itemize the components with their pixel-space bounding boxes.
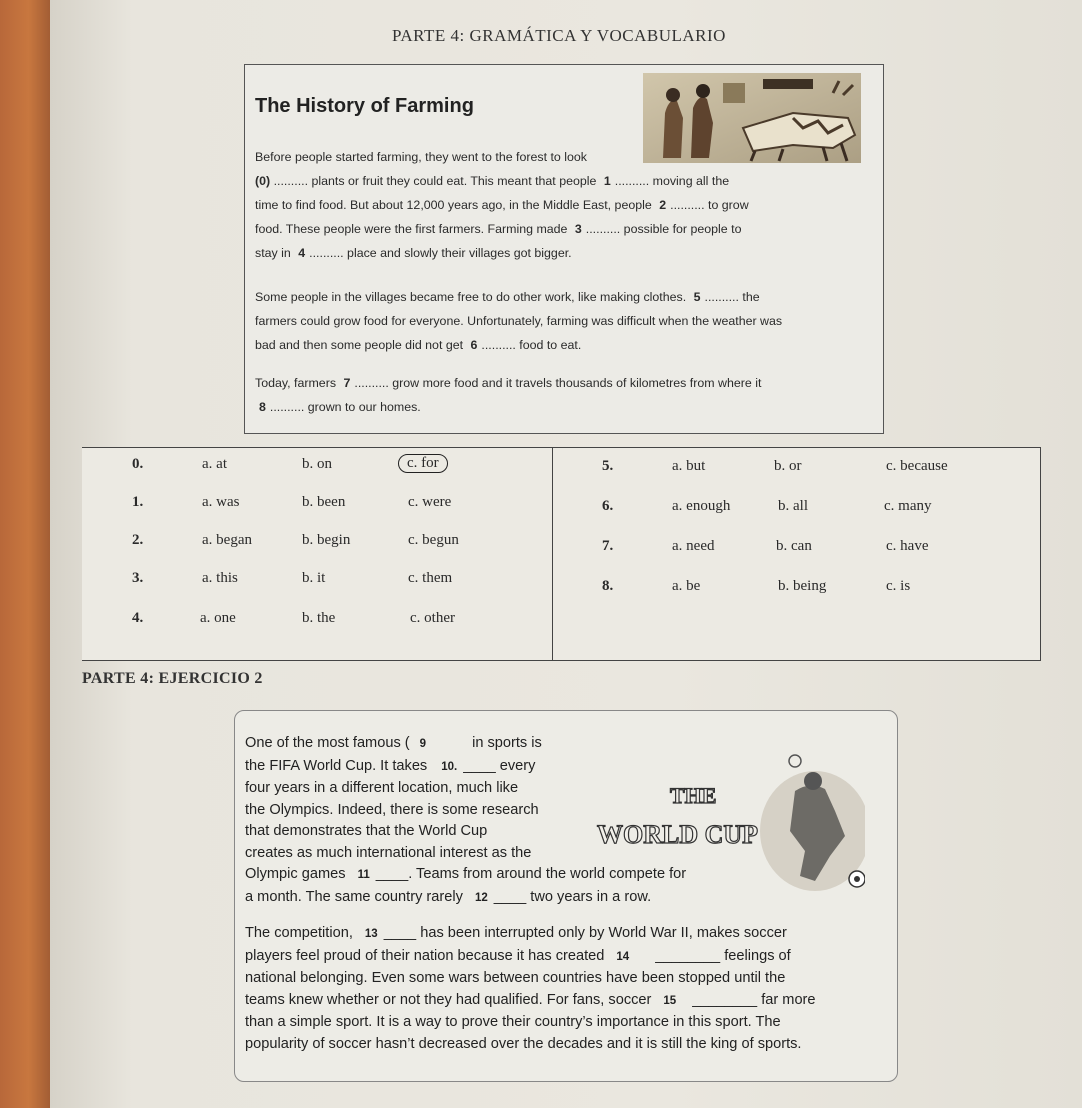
question-number: 6. bbox=[602, 498, 614, 514]
option-row-0 bbox=[82, 456, 552, 480]
section-heading-grammar: PARTE 4: GRAMÁTICA Y VOCABULARIO bbox=[392, 26, 726, 45]
text-line: national belonging. Even some wars between countries have been stopped until the bbox=[245, 970, 786, 986]
paragraph-3 bbox=[255, 371, 761, 419]
text-line: Some people in the villages became free to do other work, like making clothes. 5 .......... the bbox=[255, 290, 760, 304]
text-line: that demonstrates that the World Cup bbox=[245, 823, 488, 839]
text-line: (0) .......... plants or fruit they could eat. This meant that people 1 .......... moving all the bbox=[255, 174, 730, 188]
text-line: players feel proud of their nation because it has created 14 ________ feelings of bbox=[245, 947, 791, 964]
text-line: stay in 4 .......... place and slowly their villages got bigger. bbox=[255, 246, 572, 260]
option-row-1 bbox=[82, 494, 552, 518]
option-c[interactable]: c. other bbox=[410, 610, 455, 626]
question-number: 0. bbox=[132, 456, 144, 472]
text-line: the Olympics. Indeed, there is some research bbox=[245, 801, 539, 818]
text-line: Today, farmers 7 .......... grow more food and it travels thousands of kilometres from where it bbox=[255, 376, 762, 390]
option-row-5 bbox=[552, 458, 1040, 482]
answer-options-table bbox=[82, 447, 1041, 661]
option-a[interactable]: a. need bbox=[672, 538, 715, 554]
option-row-6 bbox=[552, 498, 1040, 522]
paragraph-world-cup-2 bbox=[245, 923, 816, 1055]
option-b[interactable]: b. it bbox=[302, 570, 326, 586]
question-number: 7. bbox=[602, 538, 614, 554]
option-c[interactable]: c. is bbox=[886, 578, 911, 594]
text-line: Olympic games 11 ____. Teams from around the world compete for bbox=[245, 866, 687, 882]
option-b[interactable]: b. on bbox=[302, 456, 332, 472]
text-line: a month. The same country rarely 12 ____ two years in a row. bbox=[245, 888, 652, 905]
option-c[interactable]: c. them bbox=[408, 570, 453, 586]
option-c-circled[interactable]: c. for bbox=[398, 454, 448, 473]
question-number: 3. bbox=[132, 570, 144, 586]
option-row-2 bbox=[82, 532, 552, 556]
option-c[interactable]: c. because bbox=[886, 458, 948, 474]
option-b[interactable]: b. the bbox=[302, 610, 336, 626]
option-a[interactable]: a. one bbox=[200, 610, 236, 626]
text-line: food. These people were the first farmers. Farming made 3 .......... possible for people to bbox=[255, 222, 742, 236]
option-b[interactable]: b. or bbox=[774, 458, 802, 474]
option-b[interactable]: b. all bbox=[778, 498, 808, 514]
option-row-7 bbox=[552, 538, 1040, 562]
reading-box-world-cup bbox=[234, 710, 898, 1082]
paragraph-world-cup-1 bbox=[245, 733, 686, 909]
option-row-3 bbox=[82, 570, 552, 594]
option-b[interactable]: b. been bbox=[302, 494, 346, 510]
option-a[interactable]: a. this bbox=[202, 570, 238, 586]
text-line: popularity of soccer hasn’t decreased over the decades and it is still the king of sports. bbox=[245, 1035, 802, 1052]
option-a[interactable]: a. was bbox=[202, 494, 240, 510]
option-b[interactable]: b. begin bbox=[302, 532, 351, 548]
paragraph-1 bbox=[255, 145, 749, 265]
option-b[interactable]: b. being bbox=[778, 578, 827, 594]
world-cup-the-text: THE bbox=[670, 783, 717, 808]
option-row-4 bbox=[82, 610, 552, 634]
option-a[interactable]: a. but bbox=[672, 458, 706, 474]
question-number: 1. bbox=[132, 494, 144, 510]
text-line: Before people started farming, they went to the forest to look bbox=[255, 150, 587, 164]
question-number: 2. bbox=[132, 532, 144, 548]
text-line: than a simple sport. It is a way to prove their country’s importance in this sport. The bbox=[245, 1014, 781, 1030]
text-line: farmers could grow food for everyone. Unfortunately, farming was difficult when the weather was bbox=[255, 314, 783, 328]
option-a[interactable]: a. began bbox=[202, 532, 252, 548]
text-line: the FIFA World Cup. It takes 10. ____ every bbox=[245, 757, 536, 774]
question-number: 5. bbox=[602, 458, 614, 474]
option-b[interactable]: b. can bbox=[776, 538, 812, 554]
option-c[interactable]: c. begun bbox=[408, 532, 459, 548]
table-edge bbox=[0, 0, 52, 1108]
text-line: time to find food. But about 12,000 years ago, in the Middle East, people 2 .......... to grow bbox=[255, 198, 749, 212]
section-heading-exercise-2: PARTE 4: EJERCICIO 2 bbox=[82, 670, 263, 687]
option-row-8 bbox=[552, 578, 1040, 602]
option-c[interactable]: c. were bbox=[408, 494, 452, 510]
question-number: 8. bbox=[602, 578, 614, 594]
text-line: teams knew whether or not they had qualified. For fans, soccer 15 ________ far more bbox=[245, 991, 816, 1008]
options-left-column bbox=[82, 448, 553, 660]
question-number: 4. bbox=[132, 610, 144, 626]
option-c[interactable]: c. many bbox=[884, 498, 932, 514]
option-a[interactable]: a. at bbox=[202, 456, 227, 472]
option-c[interactable]: c. have bbox=[886, 538, 929, 554]
text-line: four years in a different location, much like bbox=[245, 780, 519, 796]
text-line: creates as much international interest as the bbox=[245, 844, 532, 861]
reading-box-farming bbox=[244, 64, 884, 434]
world-cup-title-text: WORLD CUP bbox=[597, 820, 759, 849]
reading-title: The History of Farming bbox=[255, 95, 474, 117]
option-a[interactable]: a. be bbox=[672, 578, 701, 594]
text-line: 8 .......... grown to our homes. bbox=[259, 400, 421, 414]
text-line: One of the most famous ( 9 in sports is bbox=[245, 735, 542, 751]
paragraph-2 bbox=[255, 285, 782, 357]
text-line: The competition, 13 ____ has been interrupted only by World War II, makes soccer bbox=[245, 925, 787, 941]
option-a[interactable]: a. enough bbox=[672, 498, 731, 514]
text-line: bad and then some people did not get 6 .......... food to eat. bbox=[255, 338, 582, 352]
